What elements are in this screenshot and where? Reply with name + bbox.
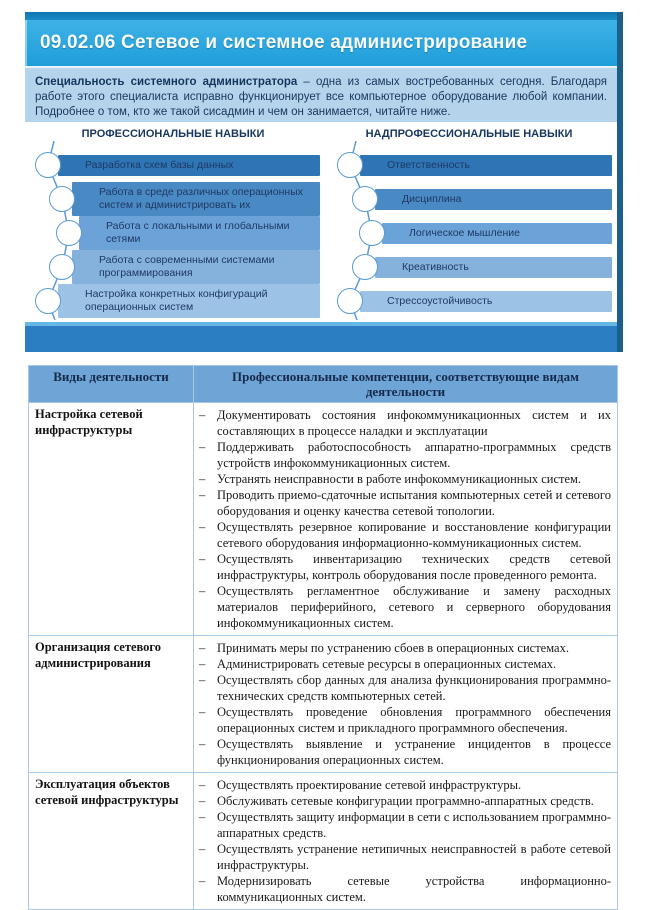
skill-bar — [375, 257, 612, 278]
title-banner — [25, 20, 617, 66]
skills-columns — [25, 148, 617, 318]
list-dash-marker: – — [199, 737, 206, 751]
competency-item: – Осуществлять проектирование сетевой инфраструктуры. — [199, 778, 522, 792]
skill-bar — [360, 155, 612, 176]
table-row — [29, 773, 618, 910]
skill-label: Работа с современными системами программирования — [99, 254, 275, 279]
list-dash-marker: – — [199, 874, 206, 888]
skill-bar — [72, 182, 320, 216]
footer-blue-band — [25, 326, 617, 352]
intro-lead: Специальность системного администратора — [35, 76, 298, 88]
skill-item-row — [321, 148, 617, 182]
competency-item: – Принимать меры по устранению сбоев в операционных системах. — [199, 641, 569, 655]
skill-item-row — [321, 182, 617, 216]
competencies-cell — [194, 773, 618, 910]
competency-item: – Проводить приемо-сдаточные испытания компьютерных сетей и сетевого оборудования и оценку качества сетевой топологии. — [199, 488, 611, 518]
competency-list — [195, 637, 616, 771]
skill-item-row — [25, 148, 321, 182]
competency-table — [28, 365, 618, 910]
competency-item: – Осуществлять выявление и устранение инцидентов в процессе функционирования операционных систем. — [199, 737, 611, 767]
competency-list — [195, 404, 616, 634]
list-dash-marker: – — [199, 488, 206, 502]
list-dash-marker: – — [199, 810, 206, 824]
list-dash-marker: – — [199, 641, 206, 655]
skill-label: Стрессоустойчивость — [387, 294, 493, 307]
page-title: 09.02.06 Сетевое и системное администрирование — [40, 32, 528, 53]
intro-text: – одна из самых востребованных сегодня. Благодаря работе этого специалиста исправно функционирует все компьютерное оборудование любой компании. Подробнее о том, кто же такой сисадмин и чем он занимается, читайте ниже. — [35, 76, 608, 118]
circle-marker-icon — [337, 288, 363, 314]
activity-cell: Эксплуатация объектов сетевой инфраструктуры — [29, 773, 194, 910]
skill-bar — [375, 189, 612, 210]
skill-item-row — [321, 284, 617, 318]
circle-marker-icon — [35, 152, 61, 178]
skill-bar — [382, 223, 612, 244]
skill-item-row — [25, 284, 321, 318]
competency-item: – Осуществлять устранение нетипичных неисправностей в работе сетевой инфраструктуры. — [199, 842, 611, 872]
table-head — [29, 366, 618, 403]
activity-cell: Настройка сетевой инфраструктуры — [29, 403, 194, 636]
list-dash-marker: – — [199, 673, 206, 687]
skill-item-row — [25, 250, 321, 284]
skill-bar — [79, 216, 320, 250]
list-dash-marker: – — [199, 440, 206, 454]
list-dash-marker: – — [199, 520, 206, 534]
competency-item: – Осуществлять инвентаризацию технических средств сетевой инфраструктуры, контроль оборудования после проведенного ремонта. — [199, 552, 611, 582]
skill-bar — [360, 291, 612, 312]
infographic-block — [25, 12, 623, 352]
competencies-cell — [194, 403, 618, 636]
competency-item: – Документировать состояния инфокоммуникационных систем и их составляющих в процессе наладки и эксплуатации — [199, 408, 611, 438]
competency-item: – Поддерживать работоспособность аппаратно-программных средств устройств инфокоммуникационных систем. — [199, 440, 611, 470]
circle-marker-icon — [359, 220, 385, 246]
skill-label: Разработка схем базы данных — [85, 158, 234, 171]
competency-list — [195, 774, 616, 908]
skill-item-row — [25, 216, 321, 250]
skill-label: Работа с локальными и глобальными сетями — [106, 220, 290, 245]
skill-bar — [72, 250, 320, 284]
skill-item-row — [321, 216, 617, 250]
list-dash-marker: – — [199, 584, 206, 598]
skill-item-row — [321, 250, 617, 284]
table-body — [29, 403, 618, 910]
skills-diagram — [25, 148, 617, 318]
skill-label: Работа в среде различных операционных систем и администрировать их — [99, 186, 304, 211]
competency-item: – Обслуживать сетевые конфигурации программно-аппаратных средств. — [199, 794, 594, 808]
activity-cell: Организация сетевого администрирования — [29, 636, 194, 773]
skill-bar — [58, 155, 320, 176]
intro-paragraph — [25, 68, 617, 122]
list-dash-marker: – — [199, 552, 206, 566]
table-row — [29, 636, 618, 773]
column-header-competencies: Профессиональные компетенции, соответствующие видам деятельности — [194, 366, 618, 403]
circle-marker-icon — [352, 186, 378, 212]
list-dash-marker: – — [199, 842, 206, 856]
competencies-cell — [194, 636, 618, 773]
skill-label: Креативность — [402, 260, 469, 273]
circle-marker-icon — [352, 254, 378, 280]
supra-skills-column — [321, 148, 617, 318]
list-dash-marker: – — [199, 657, 206, 671]
supra-skills-heading: НАДПРОФЕССИОНАЛЬНЫЕ НАВЫКИ — [365, 128, 573, 140]
table-header-row — [29, 366, 618, 403]
skill-label: Логическое мышление — [409, 226, 520, 239]
competency-item: – Осуществлять регламентное обслуживание и замену расходных материалов периферийного, сетевого и серверного оборудования инфокоммуникационных систем. — [199, 584, 611, 630]
banner-top-strip — [25, 12, 617, 20]
professional-skills-heading: ПРОФЕССИОНАЛЬНЫЕ НАВЫКИ — [81, 128, 265, 140]
skill-label: Ответственность — [387, 158, 470, 171]
circle-marker-icon — [49, 186, 75, 212]
circle-marker-icon — [56, 220, 82, 246]
table-row — [29, 403, 618, 636]
skill-item-row — [25, 182, 321, 216]
skill-label: Дисциплина — [402, 192, 462, 205]
list-dash-marker: – — [199, 705, 206, 719]
circle-marker-icon — [337, 152, 363, 178]
skill-label: Настройка конкретных конфигураций операционных систем — [85, 288, 268, 313]
competency-item: – Администрировать сетевые ресурсы в операционных системах. — [199, 657, 557, 671]
skills-headers — [25, 128, 617, 148]
list-dash-marker: – — [199, 778, 206, 792]
list-dash-marker: – — [199, 472, 206, 486]
competency-item: – Осуществлять проведение обновления программного обеспечения операционных систем и прикладного программного обеспечения. — [199, 705, 611, 735]
competency-item: – Модернизировать сетевые устройства информационно-коммуникационных систем. — [199, 874, 611, 904]
list-dash-marker: – — [199, 794, 206, 808]
circle-marker-icon — [49, 254, 75, 280]
skills-section — [25, 122, 617, 352]
competency-item: – Осуществлять защиту информации в сети с использованием программно-аппаратных средств. — [199, 810, 611, 840]
list-dash-marker: – — [199, 408, 206, 422]
professional-skills-column — [25, 148, 321, 318]
competency-item: – Осуществлять сбор данных для анализа функционирования программно-технических средств компьютерных сетей. — [199, 673, 611, 703]
competency-item: – Устранять неисправности в работе инфокоммуникационных систем. — [199, 472, 582, 486]
column-header-activities: Виды деятельности — [29, 366, 194, 403]
skill-bar — [58, 284, 320, 318]
circle-marker-icon — [35, 288, 61, 314]
competency-item: – Осуществлять резервное копирование и восстановление конфигурации сетевого оборудования информационно-коммуникационных систем. — [199, 520, 611, 550]
